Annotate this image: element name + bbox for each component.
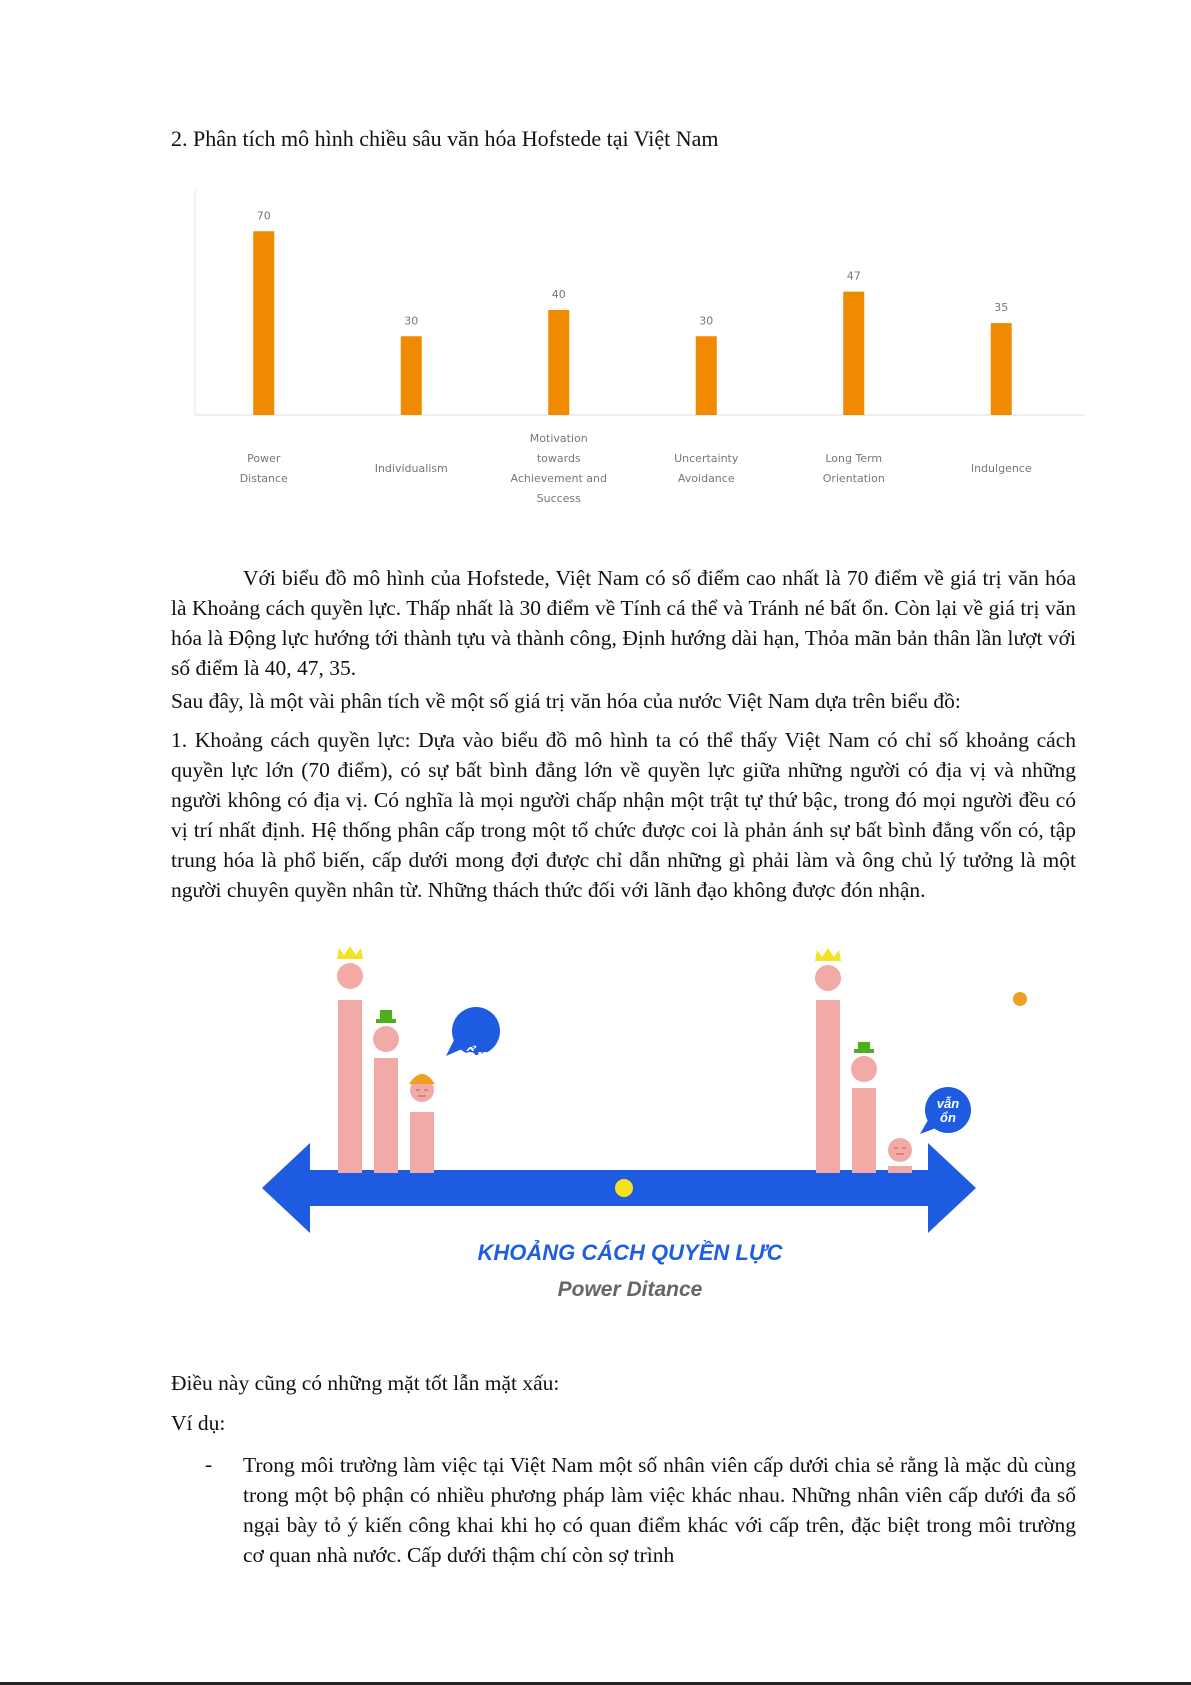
bar-2 — [401, 336, 422, 415]
sun-icon — [1013, 992, 1027, 1006]
center-dot — [615, 1179, 633, 1197]
tall-figure-left — [338, 1000, 362, 1173]
bar-5 — [843, 292, 864, 415]
paragraph-power-distance: 1. Khoảng cách quyền lực: Dựa vào biểu đồ mô hình ta có thể thấy Việt Nam có chỉ số khoảng cách quyền lực lớn (70 điểm), có sự bất bình đẳng lớn về quyền lực giữa những người có địa vị và những người không có địa vị. Có nghĩa là mọi người chấp nhận một trật tự thứ bậc, trong đó mọi người đều có vị trí nhất định. Hệ thống phân cấp trong một tổ chức được coi là phản ánh sự bất bình đẳng vốn có, tập trung hóa là phổ biến, cấp dưới mong đợi được chỉ dẫn những gì phải làm và ông chủ lý tưởng là một người chuyên quyền nhân từ. Những thách thức đối với lãnh đạo không được đón nhận. — [171, 728, 1076, 902]
paragraph-intro: Sau đây, là một vài phân tích về một số giá trị văn hóa của nước Việt Nam dựa trên biểu đồ: — [171, 689, 961, 713]
hofstede-bar-chart — [190, 185, 1090, 515]
category-label-4: Uncertainty Avoidance — [674, 452, 739, 485]
bar-value-label-2: 30 — [404, 314, 419, 328]
tall-figure-left-head — [337, 963, 363, 989]
bullet-mark: - — [205, 1452, 213, 1476]
illustration-drawing — [250, 938, 1040, 1238]
section-heading: 2. Phân tích mô hình chiều sâu văn hóa Hofstede tại Việt Nam — [171, 126, 719, 151]
tall-figure-right — [816, 1000, 840, 1173]
bar-1 — [253, 231, 274, 415]
bubble-right-text — [925, 1097, 971, 1125]
paragraph-summary: Với biểu đồ mô hình của Hofstede, Việt Nam có số điểm cao nhất là 70 điểm về giá trị văn hóa là Khoảng cách quyền lực. Thấp nhất là 30 điểm về Tính cá thể và Tránh né bất ổn. Còn lại về giá trị văn hóa là Động lực hướng tới thành tựu và thành công, Định hướng dài hạn, Thỏa mãn bản thân lần lượt với số điểm là 40, 47, 35. — [171, 566, 1076, 680]
illustration-title: KHOẢNG CÁCH QUYỀN LỰC — [477, 1240, 783, 1265]
hair-icon — [409, 1074, 435, 1084]
category-label-1: Power Distance — [239, 452, 288, 485]
category-label-3: Motivation towards Achievement and Success — [510, 432, 607, 505]
power-distance-illustration — [250, 938, 1040, 1308]
bar-4 — [696, 336, 717, 415]
category-label-6: Indulgence — [970, 462, 1032, 475]
paragraph-example-label: Ví dụ: — [171, 1411, 226, 1435]
category-label-2: Individualism — [374, 462, 448, 475]
tall-figure-right-head — [815, 965, 841, 991]
short-figure-left — [410, 1112, 434, 1173]
category-label-5: Long Term Orientation — [822, 452, 885, 485]
bubble-left-text: ổn — [462, 1044, 490, 1069]
short-figure-right — [888, 1166, 912, 1173]
bar-3 — [548, 310, 569, 415]
mid-figure-right — [852, 1088, 876, 1173]
bar-value-label-5: 47 — [846, 269, 861, 283]
bubble-right-line2: ổn — [940, 1110, 956, 1125]
crown-icon — [337, 946, 363, 959]
mid-figure-right-head — [851, 1056, 877, 1082]
mid-figure-left-head — [373, 1026, 399, 1052]
bar-value-label-4: 30 — [699, 314, 714, 328]
paragraph-pros-cons: Điều này cũng có những mặt tốt lẫn mặt xấu: — [171, 1371, 560, 1395]
bubble-right-line1: vẫn — [936, 1096, 960, 1111]
mid-figure-left — [374, 1058, 398, 1173]
bar-value-label-6: 35 — [994, 301, 1009, 315]
illustration-subtitle: Power Ditance — [557, 1278, 703, 1301]
chart-canvas — [190, 185, 1090, 515]
bullet-paragraph: Trong môi trường làm việc tại Việt Nam một số nhân viên cấp dưới chia sẻ rằng là mặc dù cùng trong một bộ phận có nhiều phương pháp làm việc khác nhau. Những nhân viên cấp dưới đa số ngại bày tỏ ý kiến công khai khi họ có quan điểm khác với cấp trên, đặc biệt trong môi trường cơ quan nhà nước. Cấp dưới thậm chí còn sợ trình — [243, 1453, 1076, 1567]
crown-icon-right — [815, 948, 841, 961]
short-figure-right-head — [888, 1138, 912, 1162]
hat-icon-top — [380, 1010, 392, 1020]
bar-value-label-3: 40 — [551, 288, 566, 301]
bar-6 — [991, 323, 1012, 415]
bar-value-label-1: 70 — [256, 209, 271, 223]
